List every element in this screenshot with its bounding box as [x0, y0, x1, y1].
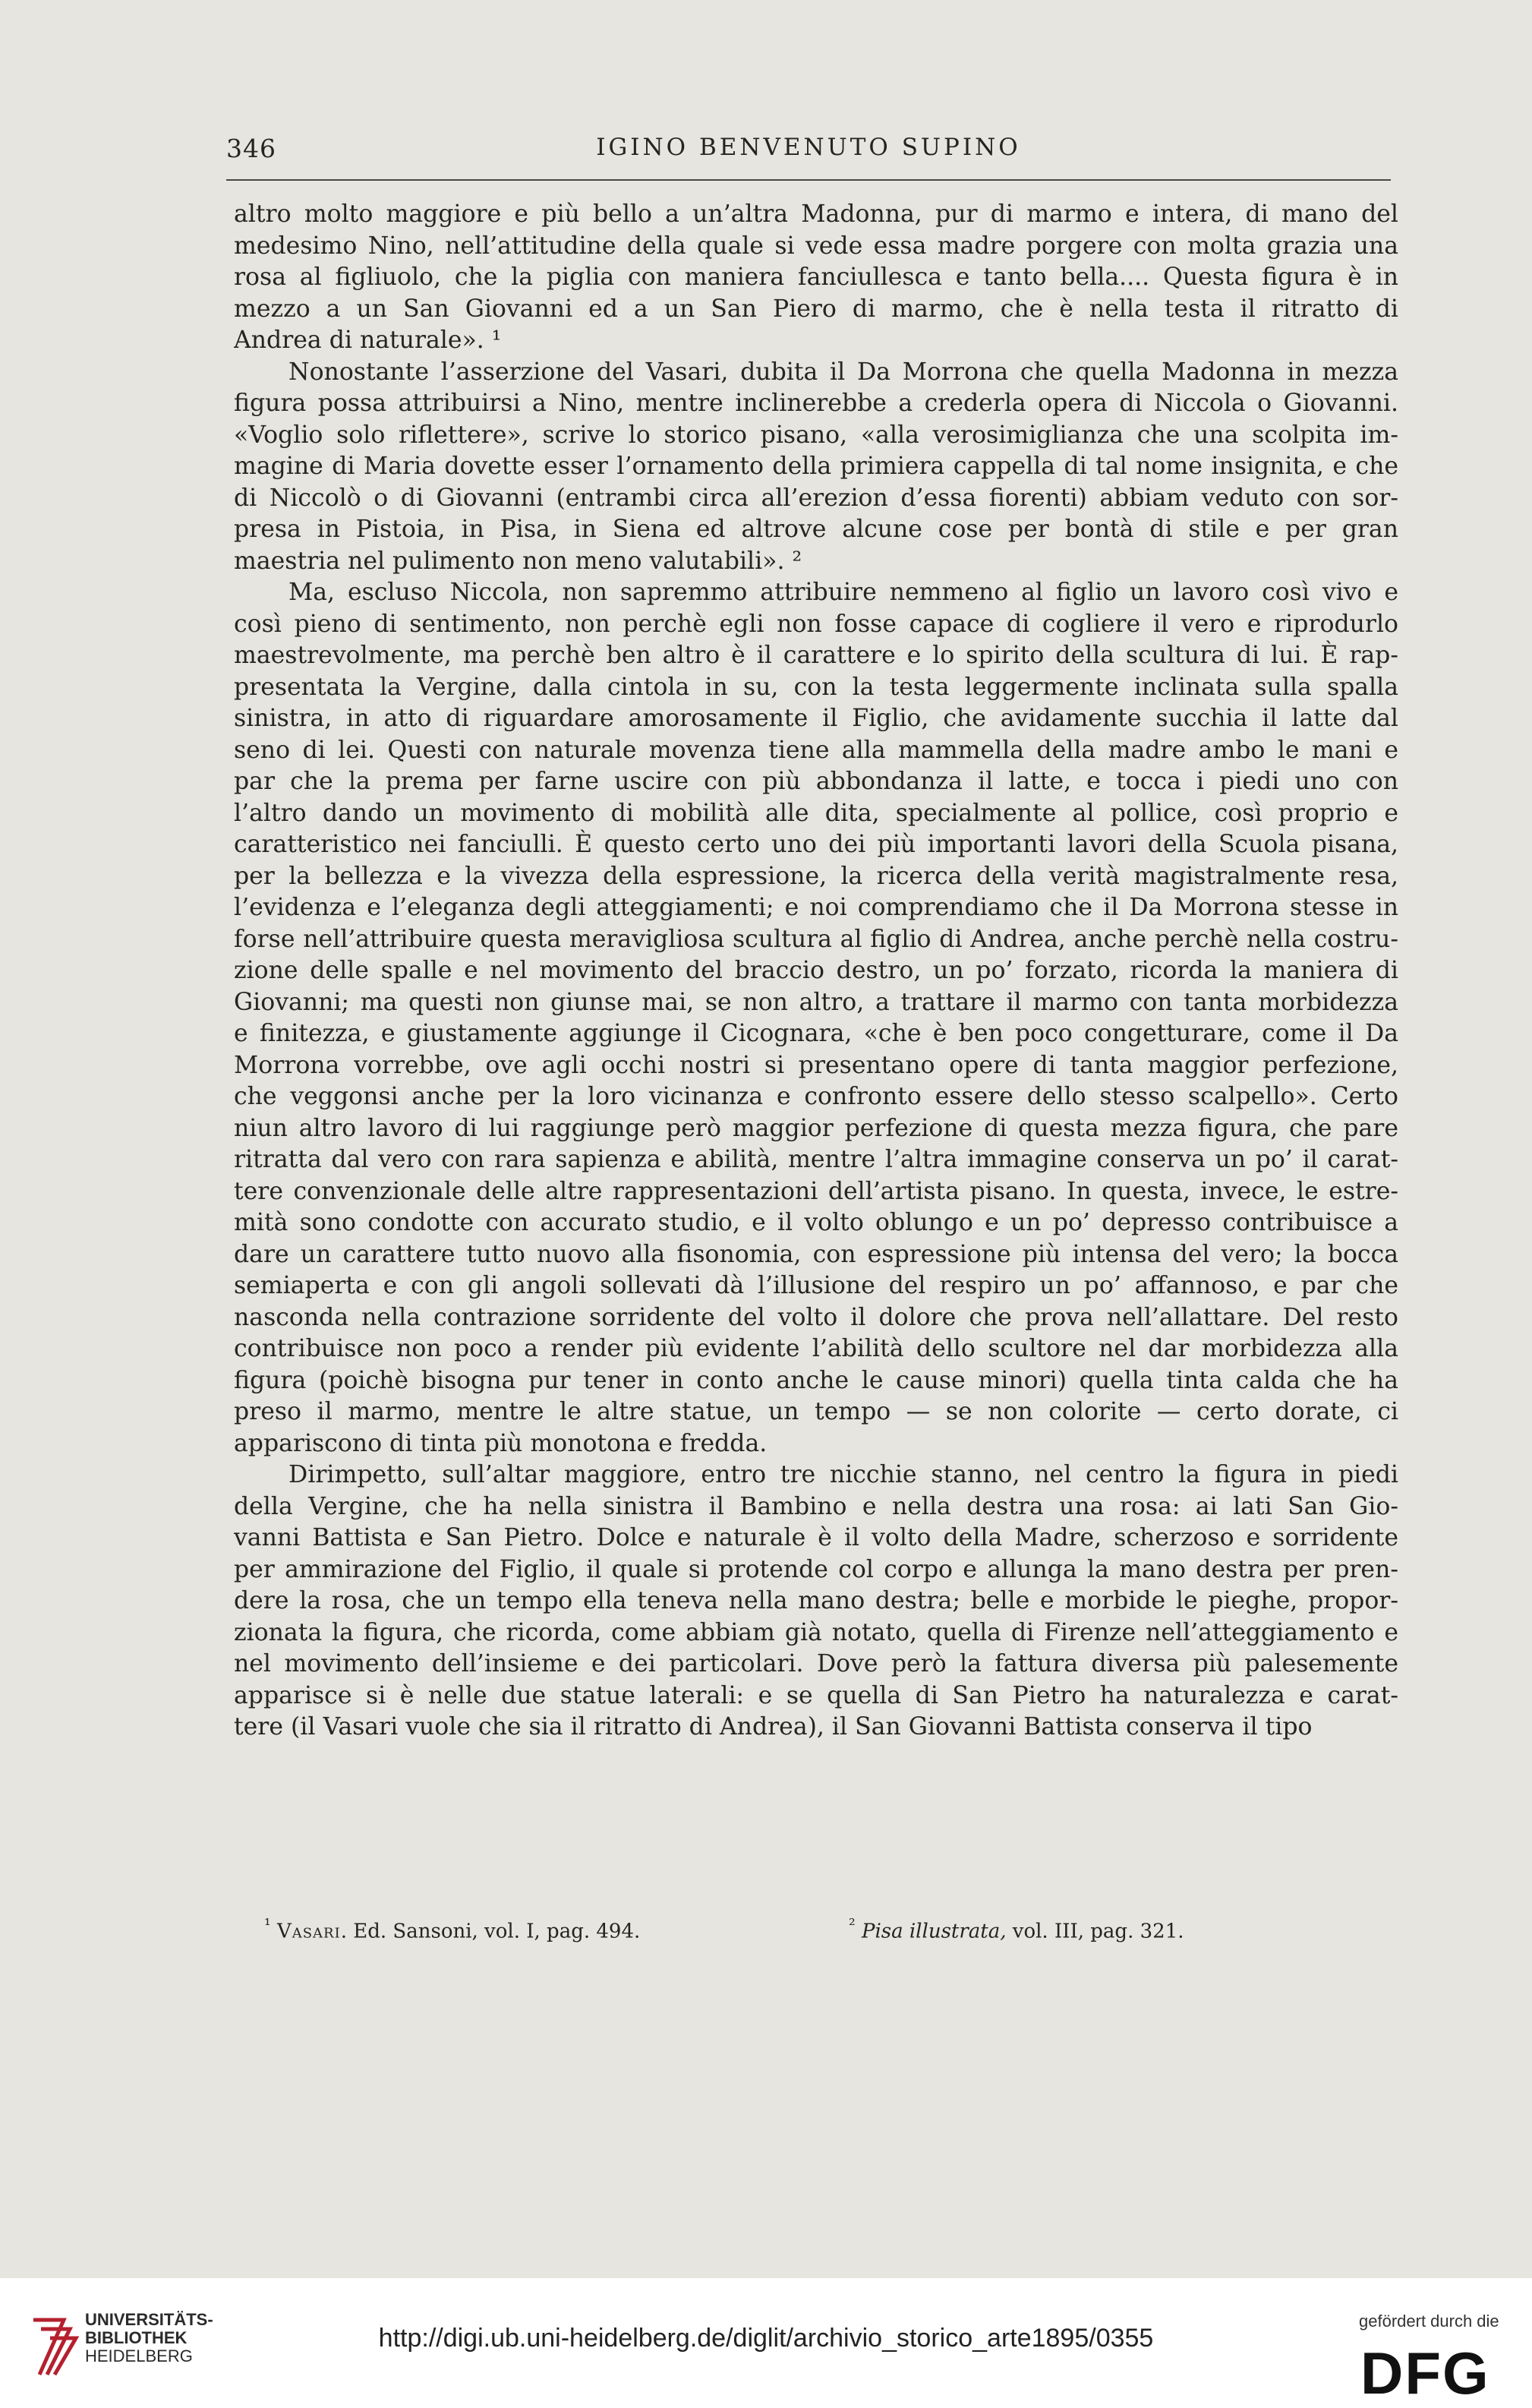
text-line: forse nell’attribuire questa meravigliosa scultura al figlio di Andrea, anche perchè nella costru-	[234, 925, 1398, 953]
text-line: e finitezza, e giustamente aggiunge il Cicognara, «che è ben poco congetturare, come il Da	[234, 1020, 1398, 1047]
text-line: Dirimpetto, sull’altar maggiore, entro tre nicchie stanno, nel centro la figura in piedi	[288, 1461, 1398, 1488]
footnote-2	[849, 1916, 1184, 1943]
text-line: della Vergine, che ha nella sinistra il Bambino e nella destra una rosa: ai lati San Gio-	[234, 1492, 1398, 1520]
text-line: nel movimento dell’insieme e dei particolari. Dove però la fattura diversa più palesemente	[234, 1650, 1398, 1677]
text-line: per ammirazione del Figlio, il quale si protende col corpo e allunga la mano destra per pren-	[234, 1555, 1398, 1583]
text-line: ritratta dal vero con rara sapienza e abilità, mentre l’altra immagine conserva un po’ il carat-	[234, 1146, 1398, 1173]
text-line: presentata la Vergine, dalla cintola in su, con la testa leggermente inclinata sulla spalla	[234, 673, 1398, 701]
library-name-line1: UNIVERSITÄTS-	[85, 2310, 213, 2329]
text-line: zionata la figura, che ricorda, come abbiam già notato, quella di Firenze nell’atteggiamento e	[234, 1618, 1398, 1646]
text-line: Giovanni; ma questi non giunse mai, se non altro, a trattare il marmo con tanta morbidezza	[234, 988, 1398, 1016]
text-line: contribuisce non poco a render più evidente l’abilità dello scultore nel dar morbidezza alla	[234, 1335, 1398, 1362]
body-text	[234, 199, 1398, 1744]
footnote-2-marker: ²	[849, 1916, 856, 1935]
text-line: presa in Pistoia, in Pisa, in Siena ed altrove alcune cose per bontà di stile e per gran	[234, 516, 1398, 543]
footnote-1	[264, 1916, 640, 1943]
text-line: vanni Battista e San Pietro. Dolce e naturale è il volto della Madre, scherzoso e sorridente	[234, 1524, 1398, 1551]
text-line: caratteristico nei fanciulli. È questo certo uno dei più importanti lavori della Scuola pisana,	[234, 831, 1398, 858]
text-line: maestria nel pulimento non meno valutabili». ²	[234, 547, 802, 575]
text-line: sinistra, in atto di riguardare amorosamente il Figlio, che avidamente succhia il latte dal	[234, 705, 1398, 732]
text-line: appariscono di tinta più monotona e fredda.	[234, 1429, 768, 1457]
text-line: Andrea di naturale». ¹	[234, 327, 502, 354]
text-line: mità sono condotte con accurato studio, e il volto oblungo e un po’ depresso contribuisce a	[234, 1209, 1398, 1236]
text-line: par che la prema per farne uscire con più abbondanza il latte, e tocca i piedi uno con	[234, 768, 1398, 795]
text-line: tere (il Vasari vuole che sia il ritratto di Andrea), il San Giovanni Battista conserva il tipo	[234, 1713, 1313, 1741]
library-name-line2: BIBLIOTHEK	[85, 2328, 188, 2347]
text-line: niun altro lavoro di lui raggiunge però maggior perfezione di questa mezza figura, che pare	[234, 1114, 1398, 1142]
footnote-2-title: Pisa illustrata,	[861, 1920, 1007, 1943]
library-name-line3: HEIDELBERG	[85, 2346, 193, 2365]
footnote-1-author: Vasari	[276, 1920, 341, 1943]
text-line: tere convenzionale delle altre rappresentazioni dell’artista pisano. In questa, invece, le estre-	[234, 1177, 1398, 1205]
text-line: l’evidenza e l’eleganza degli atteggiamenti; e noi comprendiamo che il Da Morrona stesse in	[234, 894, 1398, 921]
text-line: Morrona vorrebbe, ove agli occhi nostri si presentano opere di tanta maggior perfezione,	[234, 1051, 1398, 1079]
text-line: l’altro dando un movimento di mobilità alle dita, specialmente al pollice, così proprio e	[234, 799, 1398, 827]
text-line: medesimo Nino, nell’attitudine della quale si vede essa madre porgere con molta grazia una	[234, 232, 1398, 260]
text-line: rosa al figliuolo, che la piglia con maniera fanciullesca e tanto bella.... Questa figura è in	[234, 264, 1398, 291]
text-line: che veggonsi anche per la loro vicinanza e confronto essere dello stesso scalpello». Certo	[234, 1083, 1398, 1110]
dfg-logo: DFG	[1360, 2340, 1490, 2406]
running-head	[226, 134, 1391, 169]
text-line: di Niccolò o di Giovanni (entrambi circa all’erezion d’essa fiorenti) abbiam veduto con sor-	[234, 484, 1398, 512]
text-line: nasconda nella contrazione sorridente del volto il dolore che prova nell’allattare. Del resto	[234, 1303, 1398, 1331]
footnote-1-marker: ¹	[264, 1916, 271, 1935]
footnote-2-text: vol. III, pag. 321.	[1006, 1920, 1184, 1943]
text-line: mezzo a un San Giovanni ed a un San Piero di marmo, che è nella testa il ritratto di	[234, 295, 1398, 323]
text-line: figura (poichè bisogna pur tener in conto anche le cause minori) quella tinta calda che ha	[234, 1366, 1398, 1394]
text-line: maestrevolmente, ma perchè ben altro è il carattere e lo spirito della scultura di lui. È rap-	[234, 642, 1398, 669]
text-line: seno di lei. Questi con naturale movenza tiene alla mammella della madre ambo le mani e	[234, 736, 1398, 764]
text-line: così pieno di sentimento, non perchè egli non fosse capace di cogliere il vero e riprodurlo	[234, 610, 1398, 638]
text-line: preso il marmo, mentre le altre statue, un tempo — se non colorite — certo dorate, ci	[234, 1398, 1398, 1425]
text-line: semiaperta e con gli angoli sollevati dà l’illusione del respiro un po’ affannoso, e par che	[234, 1272, 1398, 1299]
text-line: magine di Maria dovette esser l’ornamento della primiera cappella di tal nome insignita, e che	[234, 453, 1398, 480]
text-line: dare un carattere tutto nuovo alla fisonomia, con espressione più intensa del vero; la bocca	[234, 1240, 1398, 1268]
text-line: altro molto maggiore e più bello a un’altra Madonna, pur di marmo e intera, di mano del	[234, 200, 1398, 228]
running-head-title: IGINO BENVENUTO SUPINO	[596, 134, 1021, 161]
funding-caption: gefördert durch die	[1359, 2312, 1499, 2331]
text-line: figura possa attribuirsi a Nino, mentre inclinerebbe a crederla opera di Niccola o Giovanni.	[234, 390, 1398, 417]
footnote-1-text: . Ed. Sansoni, vol. I, pag. 494.	[340, 1920, 641, 1943]
text-line: Nonostante l’asserzione del Vasari, dubita il Da Morrona che quella Madonna in mezza	[288, 358, 1398, 386]
source-url-link[interactable]: http://digi.ub.uni-heidelberg.de/diglit/archivio_storico_arte1895/0355	[378, 2324, 1154, 2353]
text-line: zione delle spalle e nel movimento del braccio destro, un po’ forzato, ricorda la maniera di	[234, 957, 1398, 984]
text-line: Ma, escluso Niccola, non sapremmo attribuire nemmeno al figlio un lavoro così vivo e	[288, 579, 1398, 606]
text-line: per la bellezza e la vivezza della espressione, la ricerca della verità magistralmente resa,	[234, 862, 1398, 890]
page-number: 346	[226, 134, 276, 163]
text-line: «Voglio solo riflettere», scrive lo storico pisano, «alla verosimiglianza che una scolpita im-	[234, 421, 1398, 449]
text-line: dere la rosa, che un tempo ella teneva nella mano destra; belle e morbide le pieghe, propor-	[234, 1587, 1398, 1614]
text-line: apparisce si è nelle due statue laterali: e se quella di San Pietro ha naturalezza e carat-	[234, 1681, 1398, 1709]
header-rule	[226, 179, 1391, 181]
footnotes	[264, 1916, 1403, 1943]
